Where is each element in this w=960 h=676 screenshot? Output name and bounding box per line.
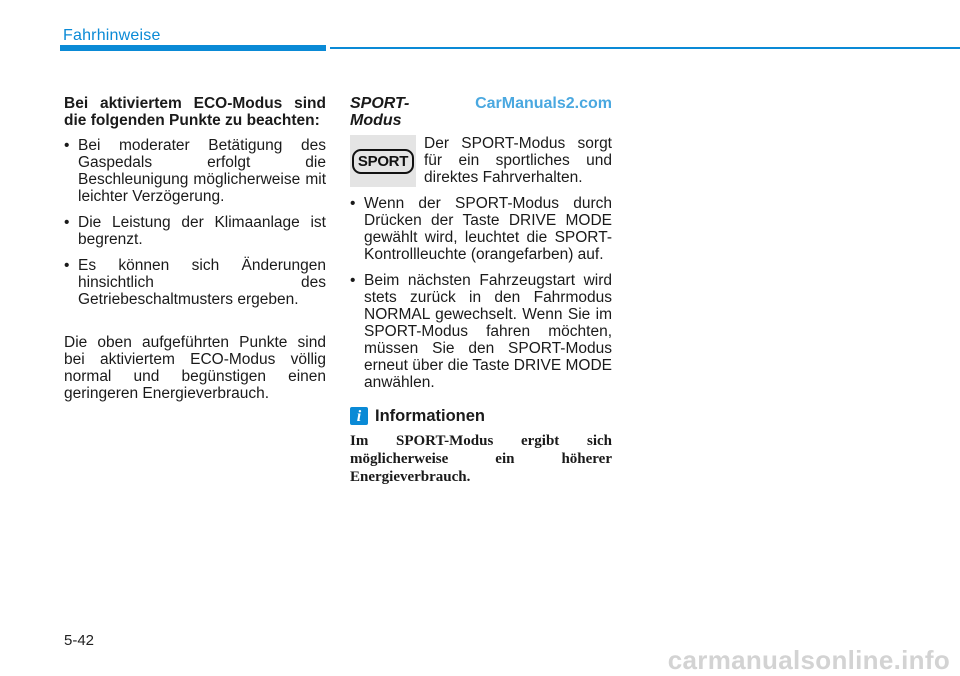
header-rule-thin <box>330 47 960 49</box>
list-item: • Die Leistung der Klimaanlage ist begrenzt. <box>64 214 326 248</box>
section-title: Fahrhinweise <box>63 27 161 44</box>
sport-description-box <box>350 135 612 187</box>
sport-bullet-list <box>350 195 612 391</box>
info-title: Informationen <box>375 406 485 425</box>
eco-bullet-list <box>64 137 326 308</box>
info-icon: i <box>350 407 368 425</box>
sport-mode-title: SPORT-Modus <box>350 95 410 129</box>
page-number: 5-42 <box>64 632 95 649</box>
sport-description: Der SPORT-Modus sorgt für ein sportliches und direktes Fahrverhalten. <box>424 135 612 186</box>
site-watermark: CarManuals2.com <box>475 95 612 112</box>
right-column <box>350 95 612 486</box>
header-rule-thick <box>60 45 326 51</box>
eco-paragraph: Die oben aufgeführten Punkte sind bei aktiviertem ECO-Modus völlig normal und begünstigen einen geringeren Energieverbrauch. <box>64 334 326 402</box>
list-item: • Bei moderater Betätigung des Gaspedals erfolgt die Beschleunigung möglicherweise mit leichter Verzögerung. <box>64 137 326 205</box>
footer-watermark: carmanualsonline.info <box>667 645 950 675</box>
info-body: Im SPORT-Modus ergibt sich möglicherweise ein höherer Energieverbrauch. <box>350 433 612 485</box>
sport-badge-label: SPORT <box>352 149 414 174</box>
list-item: • Es können sich Änderungen hinsichtlich des Getriebeschaltmusters ergeben. <box>64 257 326 308</box>
left-column <box>64 95 326 402</box>
sport-indicator-icon <box>350 135 416 187</box>
list-item: • Beim nächsten Fahrzeugstart wird stets zurück in den Fahrmodus NORMAL gewechselt. Wenn Sie im SPORT-Modus fahren möchten, müssen Sie den SPORT-Modus erneut über die Taste DRIVE MODE anwählen. <box>350 272 612 391</box>
eco-intro: Bei aktiviertem ECO-Modus sind die folgenden Punkte zu beachten: <box>64 95 326 129</box>
list-item: • Wenn der SPORT-Modus durch Drücken der Taste DRIVE MODE gewählt wird, leuchtet die SPORT-Kontrollleuchte (orangefarben) auf. <box>350 195 612 263</box>
info-heading-row <box>350 407 612 425</box>
sport-heading-row <box>350 95 612 129</box>
